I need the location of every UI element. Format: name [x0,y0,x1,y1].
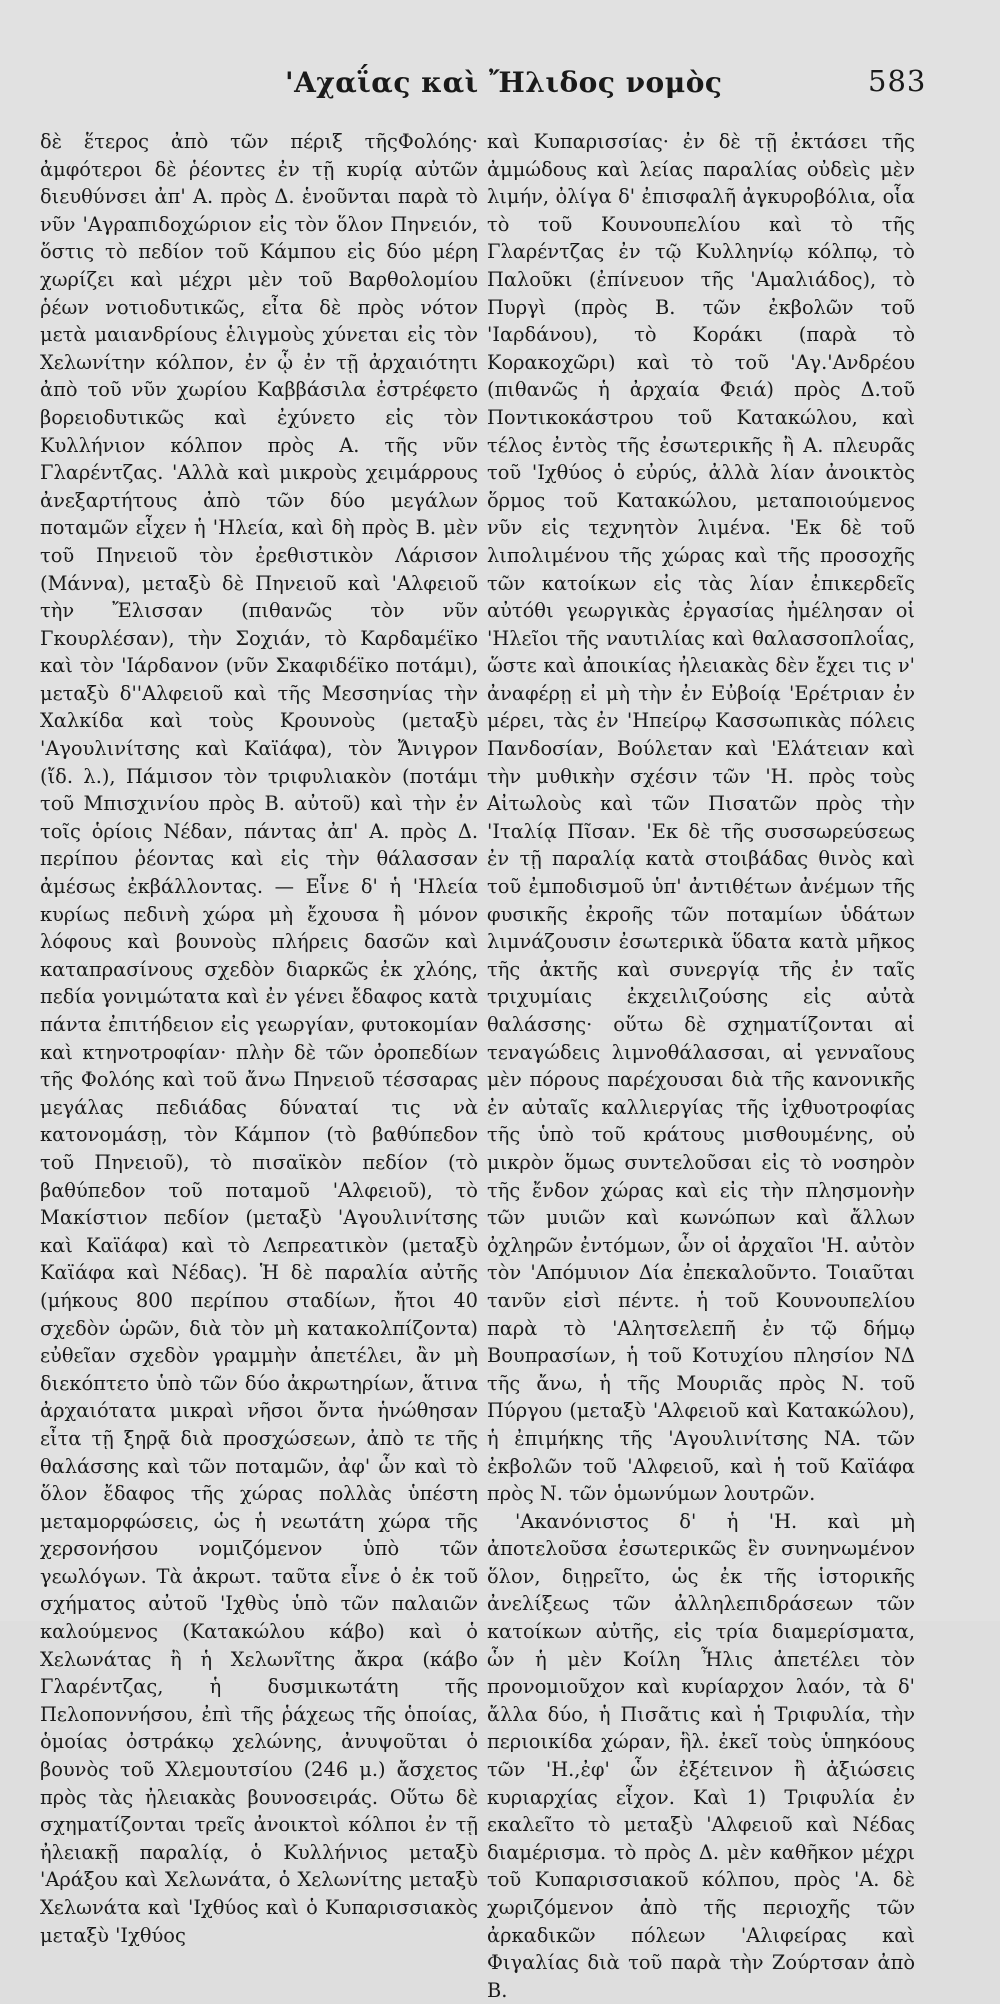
paragraph: δὲ ἕτερος ἀπὸ τῶν πέριξ τῆςΦολόης· ἀμφότεροι δὲ ῥέοντες ἐν τῇ κυρίᾳ αὐτῶν διευθύνσει ἀπ' Α. πρὸς Δ. ἑνοῦνται παρὰ τὸ νῦν 'Αγραπιδοχώριον εἰς τὸν ὅλον Πηνειόν, ὅστις τὸ πεδίον τοῦ Κάμπου εἰς δύο μέρη χωρίζει καὶ μέχρι μὲν τοῦ Βαρθολομίου ῥέων νοτιοδυτικῶς, εἶτα δὲ πρὸς νότον μετὰ μαιανδρίους ἑλιγμοὺς χύνεται εἰς τὸν Χελωνίτην κόλπον, ἐν ᾧ ἐν τῇ ἀρχαιότητι ἀπὸ τοῦ νῦν χωρίου Καββάσιλα ἐστρέφετο βορειοδυτικῶς καὶ ἐχύνετο εἰς τὸν Κυλλήνιον κόλπον πρὸς Α. τῆς νῦν Γλαρέντζας. 'Αλλὰ καὶ μικροὺς χειμάρρους ἀνεξαρτήτους ἀπὸ τῶν δύο μεγάλων ποταμῶν εἶχεν ἡ 'Ηλεία, καὶ δὴ πρὸς Β. μὲν τοῦ Πηνειοῦ τὸν ἐρεθιστικὸν Λάρισον (Μάννα), μεταξὺ δὲ Πηνειοῦ καὶ 'Αλφειοῦ τὴν Ἔλισσαν (πιθανῶς τὸν νῦν Γκουρλέσαν), τὴν Σοχιάν, τὸ Καρδαμέϊκο καὶ τὸν 'Ιάρδανον (νῦν Σκαφιδέϊκο ποτάμι), μεταξὺ δ''Αλφειοῦ καὶ τῆς Μεσσηνίας τὴν Χαλκίδα καὶ τοὺς Κρουνοὺς (μεταξὺ 'Αγουλινίτσης καὶ Καϊάφα), τὸν Ἄνιγρον (ἴδ. λ.), Πάμισον τὸν τριφυλιακὸν (ποτάμι τοῦ Μπισχινίου πρὸς Β. αὐτοῦ) καὶ τὴν ἐν τοῖς ὁρίοις Νέδαν, πάντας ἀπ' Α. πρὸς Δ. περίπου ῥέοντας καὶ εἰς τὴν θάλασσαν ἀμέσως ἐκβάλλοντας. — Εἶνε δ' ἡ 'Ηλεία κυρίως πεδινὴ χώρα μὴ ἔχουσα ἢ μόνον λόφους καὶ βουνοὺς πλήρεις δασῶν καὶ καταπρασίνους σχεδὸν διαρκῶς ἐκ χλόης, πεδία γονιμώτατα καὶ ἐν γένει ἔδαφος κατὰ πάντα ἐπιτήδειον εἰς γεωργίαν, φυτοκομίαν καὶ κτηνοτροφίαν· πλὴν δὲ τῶν ὀροπεδίων τῆς Φολόης καὶ τοῦ ἄνω Πηνειοῦ τέσσαρας μεγάλας πεδιάδας δύναταί τις νὰ κατονομάσῃ, τὸν Κάμπον (τὸ βαθύπεδον τοῦ Πηνειοῦ), τὸ πισαϊκὸν πεδίον (τὸ βαθύπεδον τοῦ ποταμοῦ 'Αλφειοῦ), τὸ Μακίστιον πεδίον (μεταξὺ 'Αγουλινίτσης καὶ Καϊάφα) καὶ τὸ Λεπρεατικὸν (μεταξὺ Καϊάφα καὶ Νέδας). Ἡ δὲ παραλία αὐτῆς (μήκους 800 περίπου σταδίων, ἤτοι 40 σχεδὸν ὡρῶν, διὰ τὸν μὴ κατακολπίζοντα) εὐθεῖαν σχεδὸν γραμμὴν ἀπετέλει, ἂν μὴ διεκόπτετο ὑπὸ τῶν δύο ἀκρωτηρίων, ἅτινα ἀρχαιότατα μικραὶ νῆσοι ὄντα ἡνώθησαν εἶτα τῇ ξηρᾷ διὰ προσχώσεων, ἀπὸ τε τῆς θαλάσσης καὶ τῶν ποταμῶν, ἀφ' ὧν καὶ τὸ ὅλον ἔδαφος τῆς χώρας πολλὰς ὑπέστη μεταμορφώσεις, ὡς ἡ νεωτάτη χώρα τῆς χερσονήσου νομιζόμενον ὑπὸ τῶν γεωλόγων. Τὰ ἀκρωτ. ταῦτα εἶνε ὁ ἐκ τοῦ σχήματος αὐτοῦ 'Ιχθὺς ὑπὸ τῶν παλαιῶν καλούμενος (Κατακώλου κάβο) καὶ ὁ Χελωνάτας ἢ ἡ Χελωνῖτης ἄκρα (κάβο Γλαρέντζας, ἡ δυσμικωτάτη τῆς Πελοποννήσου, ἐπὶ τῆς ῥάχεως τῆς ὁποίας, ὁμοίας ὀστράκῳ χελώνης, ἀνυψοῦται ὁ βουνὸς τοῦ Χλεμουτσίου (246 μ.) ἄσχετος πρὸς τὰς ἠλειακὰς βουνοσειράς. Οὕτω δὲ σχηματίζονται τρεῖς ἀνοικτοὶ κόλποι ἐν τῇ ἠλειακῇ παραλίᾳ, ὁ Κυλλήνιος μεταξὺ 'Αράξου καὶ Χελωνάτα, ὁ Χελωνίτης μεταξὺ Χελωνάτα καὶ 'Ιχθύος καὶ ὁ Κυπαρισσιακὸς μεταξὺ 'Ιχθύος [40,130,478,1947]
paragraph: καὶ Κυπαρισσίας· ἐν δὲ τῇ ἐκτάσει τῆς ἀμμώδους καὶ λείας παραλίας οὐδεὶς μὲν λιμήν, ὀλίγα δ' ἐπισφαλῆ ἀγκυροβόλια, οἷα τὸ τοῦ Κουνουπελίου καὶ τὸ τῆς Γλαρέντζας ἐν τῷ Κυλληνίῳ κόλπῳ, τὸ Παλοῦκι (ἐπίνευον τῆς 'Αμαλιάδος), τὸ Πυργὶ (πρὸς Β. τῶν ἐκβολῶν τοῦ 'Ιαρδάνου), τὸ Κοράκι (παρὰ τὸ Κορακοχῶρι) καὶ τὸ τοῦ 'Αγ.'Ανδρέου (πιθανῶς ἡ ἀρχαία Φειά) πρὸς Δ.τοῦ Ποντικοκάστρου τοῦ Κατακώλου, καὶ τέλος ἐντὸς τῆς ἐσωτερικῆς ἢ Α. πλευρᾶς τοῦ 'Ιχθύος ὁ εὐρύς, ἀλλὰ λίαν ἀνοικτὸς ὅρμος τοῦ Κατακώλου, μεταποιούμενος νῦν εἰς τεχνητὸν λιμένα. 'Εκ δὲ τοῦ λιπολιμένου τῆς χώρας καὶ τῆς προσοχῆς τῶν κατοίκων εἰς τὰς λίαν ἐπικερδεῖς αὐτόθι γεωργικὰς ἐργασίας ἠμέλησαν οἱ 'Ηλεῖοι τῆς ναυτιλίας καὶ θαλασσοπλοΐας, ὥστε καὶ ἀποικίας ἠλειακὰς δὲν ἔχει τις ν' ἀναφέρῃ εἰ μὴ τὴν ἐν Εὐβοίᾳ 'Ερέτριαν ἐν μέρει, τὰς ἐν 'Ηπείρῳ Κασσωπικὰς πόλεις Πανδοσίαν, Βούλεταν καὶ 'Ελάτειαν καὶ τὴν μυθικὴν σχέσιν τῶν 'Η. πρὸς τοὺς Αἰτωλοὺς καὶ τῶν Πισατῶν πρὸς τὴν 'Ιταλίᾳ Πῖσαν. 'Εκ δὲ τῆς συσσωρεύσεως ἐν τῇ παραλίᾳ κατὰ στοιβάδας θινὸς καὶ τοῦ ἐμποδισμοῦ ὑπ' ἀντιθέτων ἀνέμων τῆς φυσικῆς ἐκροῆς τῶν ποταμίων ὑδάτων λιμνάζουσιν ἐσωτερικὰ ὕδατα κατὰ μῆκος τῆς ἀκτῆς καὶ συνεργίᾳ τῆς ἐν ταῖς τριχυμίαις ἐκχειλιζούσης εἰς αὐτὰ θαλάσσης· οὕτω δὲ σχηματίζονται αἱ τεναγώδεις λιμνοθάλασσαι, αἱ γενναῖους μὲν πόρους παρέχουσαι διὰ τῆς κανονικῆς ἐν αὐταῖς καλλιεργίας τῆς ἰχθυοτροφίας τῆς ὑπὸ τοῦ κράτους μισθουμένης, οὐ μικρὸν ὅμως συντελοῦσαι εἰς τὸ νοσηρὸν τῆς ἔνδον χώρας καὶ εἰς τὴν πλησμονὴν τῶν μυιῶν καὶ κωνώπων καὶ ἄλλων ὀχληρῶν ἐντόμων, ὧν οἱ ἀρχαῖοι 'Η. αὐτὸν τὸν 'Απόμυιον Δία ἐπεκαλοῦντο. Τοιαῦται τανῦν εἰσὶ πέντε. ἡ τοῦ Κουνουπελίου παρὰ τὸ 'Αλητσελεπῆ ἐν τῷ δήμῳ Βουπρασίων, ἡ τοῦ Κοτυχίου πλησίον ΝΔ τῆς ἄνω, ἡ τῆς Μουριᾶς πρὸς Ν. τοῦ Πύργου (μεταξὺ 'Αλφειοῦ καὶ Κατακώλου), ἡ ἐπιμήκης τῆς 'Αγουλινίτσης ΝΑ. τῶν ἐκβολῶν τοῦ 'Αλφειοῦ, καὶ ἡ τοῦ Καϊάφα πρὸς Ν. τῶν ὁμωνύμων λουτρῶν. [487,130,915,1506]
page-header [0,60,1000,106]
paragraph: 'Ακανόνιστος δ' ἡ 'Η. καὶ μὴ ἀποτελοῦσα ἐσωτερικῶς ἓν συνηνωμένον ὅλον, διῃρεῖτο, ὡς ἐκ τῆς ἱστορικῆς ἀνελίξεως τῶν ἀλληλεπιδράσεων τῶν κατοίκων αὐτῆς, εἰς τρία διαμερίσματα, ὧν ἡ μὲν Κοίλη Ἦλις ἀπετέλει τὸν προνομιοῦχον καὶ κυρίαρχον λαόν, τὰ δ' ἄλλα δύο, ἡ Πισᾶτις καὶ ἡ Τριφυλία, τὴν περιοικίδα χώραν, ἣλ. ἐκεῖ τοὺς ὑπηκόους τῶν 'Η.,ἐφ' ὧν ἐξέτεινον ἢ ἀξιώσεις κυριαρχίας εἶχον. Καὶ 1) Τριφυλία ἐν εκαλεῖτο τὸ μεταξὺ 'Αλφειοῦ καὶ Νέδας διαμέρισμα. τὸ πρὸς Δ. μὲν καθῆκον μέχρι τοῦ Κυπαρισσιακοῦ κόλπου, πρὸς 'Α. δὲ χωριζόμενον ἀπὸ τῆς περιοχῆς τῶν ἀρκαδικῶν πόλεων 'Αλιφείρας καὶ Φιγαλίας διὰ τοῦ παρὰ τὴν Ζούρτσαν ἀπὸ Β. [487,1509,915,2002]
text-column-left [40,128,478,1949]
page-number: 583 [868,64,927,98]
text-column-right [487,128,915,2004]
running-title: 'Αχαΐας καὶ Ἤλιδος νομὸς [285,66,723,99]
